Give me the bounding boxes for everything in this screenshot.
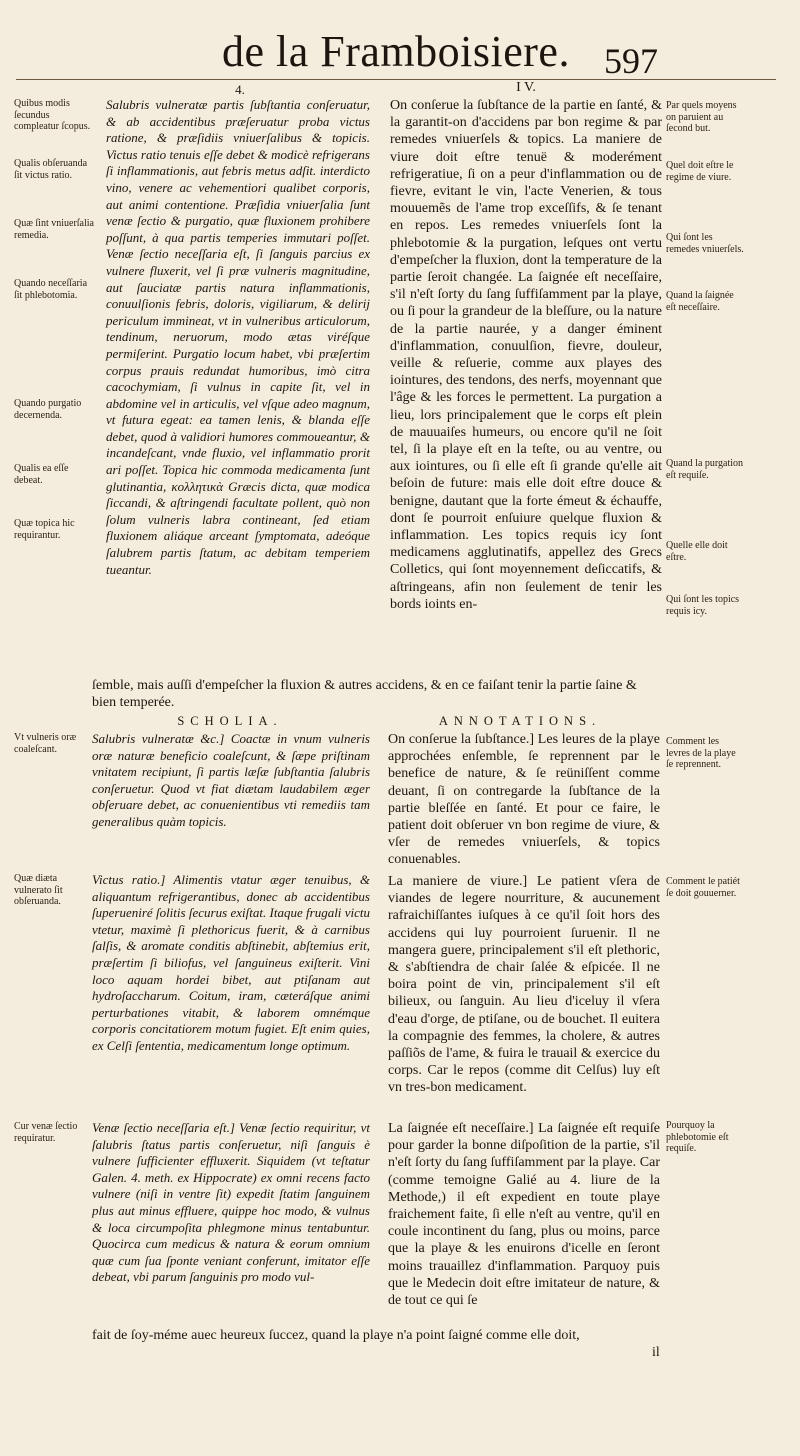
left-margin-note: Quæ ſint vniuerſalia remedia. xyxy=(14,218,94,241)
left-margin-note: Vt vulneris oræ coaleſcant. xyxy=(14,732,77,755)
annotations-column xyxy=(388,731,660,869)
right-margin-note: Comment le patiét ſe doit gouuerner. xyxy=(666,876,740,899)
annotation-paragraph: La maniere de viure.] Le patient vſera de viandes de legere nourriture, & aucunement rafraichiſſantes iuſques à ce qu'il ſoit hors des accidens qui luy pourroient ſuruenir. Il ne mangera guere, principalement s'il eſt plethoric, & s'abſtiendra de chair ſalée & eſpicée. Il ne boira point de vin, principalement s'il eſt bilieux, ou ſanguin. Au lieu d'iceluy il vſera d'eau d'orge, de ptiſane, ou de bouchet. Il euitera la compagnie des femmes, la cholere, & autres paſſiõs de l'ame, & fuira le trauail & exercice du corps. Car le repos (comme dit Celſus) luy eſt vn tres-bon medicament. xyxy=(388,874,660,1096)
scholia-column xyxy=(92,731,370,831)
full-width-continuation: ſemble, mais auſſi d'empeſcher la fluxion & autres accidens, & en ce faiſant tenir la partie ſaine & bien temperée. xyxy=(92,678,637,710)
latin-main-paragraph: Salubris vulneratæ partis ſubſtantia conſeruatur, & ab accidentibus præſeruatur proba victus ratione, & præſidiis vniuerſalibus & topicis. Victus ratio tenuis eſſe debet & modicè refrigerans ſi inflammationis, aut febris metus adſit. interdicto vino, venere ac vehementiori qualibet corporis, aut animi contentione. Præſidia vniuerſalia ſunt venæ ſectio & purgatio, quæ fluxionem prohibere poſſunt, à qua partis temperies immutari poſſet. Venæ ſectio neceſſaria eſt, ſi ſanguis parcius ex vulnere fluxerit, vel ſi præ vulneris magnitudine, aut ſauciatæ partis natura inflammationis, conuulſionis febris, doloris, vigiliarum, & delirij periculum immineat, vt in vulneribus articulorum, tendinum, neruorum, modo ætas viréſque permiſerint. Purgatio locum habet, vbi præſertim corpus prauis redundat humoribus, imò citra cacochymiam, ſi vulnus in capite ſit, vel in abdomine vel in articulis, vel vſque adeo magnum, vt futura egeat: ea tamen lenis, & blanda eſſe debet, quod à validiori humores commoueantur, & incandeſcant, vnde fluxio, vel inflammatio prorit ari poſſet. Topica hic commoda medicamenta ſunt glutinantia, κολλητικὰ Græcis dicta, quæ modica ſiccandi, & aſtringendi facultate pollent, quò non ſolum vulneris labra contineant, ſed etiam fluxionem aliáque arceant ſymptomata, adeóque ſalubrem partis ſtatum, ac debitam temperiem tueantur. xyxy=(106,97,370,577)
left-margin-note: Quando neceſſaria ſit phlebotomia. xyxy=(14,278,88,301)
running-title: de la Framboisiere. xyxy=(222,27,570,76)
catchword: il xyxy=(652,1345,660,1360)
scholia-column-victus xyxy=(92,872,370,1055)
bottom-line: fait de ſoy-méme auec heureux ſuccez, quand la playe n'a point ſaigné comme elle doit, xyxy=(92,1328,580,1343)
annotations-column-viure xyxy=(388,873,660,1097)
french-section-number: I V. xyxy=(516,80,536,95)
page-number: 597 xyxy=(604,41,658,81)
left-margin-note: Quando purgatio decernenda. xyxy=(14,398,82,421)
right-margin-note: Qui ſont les topics requis icy. xyxy=(666,594,740,617)
scholia-paragraph: Venæ ſectio neceſſaria eſt.] Venæ ſectio requiritur, vt ſalubris ſtatus partis conſeruetur, niſi ſanguis è vulnere ſufficienter effluxerit. Siquidem (vt teſtatur Galen. 4. meth. ex Hippocrate) ex omni recens facto vulnere (niſi in ventre ſit) expedit ſtatim ſanguinem plus aut minus effluere, quippe hoc modo, & vulnus & loca circumpoſita phlegmone minus tentabuntur. Quocirca cum medicus & natura & eorum omnium quæ cum ſua ſponte veniant conferunt, imitator eſſe debeat, vbi parum ſanguinis pro modo vul- xyxy=(92,1120,370,1285)
left-margin-note: Qualis ea eſſe debeat. xyxy=(14,463,69,486)
latin-section-number: 4. xyxy=(235,82,245,97)
scholia-paragraph: Victus ratio.] Alimentis vtatur æger tenuibus, & aliquantum refrigerantibus, donec ab accidentibus ſuperueniré ſolitis ſecurus exiſtat. Itaque frugali victu vtetur, maximè ſi plethoricus fuerit, & à carnibus ſalſis, & aromate conditis abſtinebit, abſtemius erit, præſertim ſi biliofus, vel ſanguineus exiſterit. Vini loco aquam hordei bibet, aut ptiſanam aut hydroſaccharum. Coitum, iram, cæteráſque animi perturbationes vitabit, & laborem omnémque corporis concitatiorem motum fugiet. Eſt enim quies, ex Celſi ſententia, medicamentum longe optimum. xyxy=(92,872,370,1053)
french-main-text xyxy=(390,97,662,613)
annotations-column-saignee xyxy=(388,1120,660,1309)
scholia-column-venae xyxy=(92,1120,370,1286)
right-margin-note: Par quels moyens on paruient au ſecond but. xyxy=(666,100,737,134)
scholia-paragraph: Salubris vulneratæ &c.] Coactæ in vnum vulneris oræ naturæ beneficio coaleſcunt, & ſæpe priſtinam vnitatem recipiunt, ſi partis læſæ ſubſtantia ſalubris conſeruetur. Quod vt fiat diætam laudabilem æger obſeruare debet, ac conuenientibus vti remediis tam generalibus quàm topicis. xyxy=(92,731,370,829)
right-margin-note: Quand la ſaignée eſt neceſſaire. xyxy=(666,290,734,313)
annotation-paragraph: On conſerue la ſubſtance.] Les leures de la playe approchées enſemble, ſe reprennent par le benefice de nature, & ſe reüniſſent comme deuant, ſi on contregarde la ſubſtance de la partie bleſſée en ſanté. Et pour ce faire, le patient doit obſeruer vn bon regime de viure, & vſer de remedes vniuerſels, & topics conuenables. xyxy=(388,732,660,868)
latin-main-text xyxy=(106,97,370,578)
right-margin-note: Pourquoy la phlebotomie eſt requiſe. xyxy=(666,1120,729,1154)
french-main-paragraph: On conſerue la ſubſtance de la partie en ſanté, & la garantit-on d'accidens par bon regime & par remedes vniuerſels & topics. La maniere de viure doit eſtre tenuë & moderément refrigeratiue, ſi on a peur d'inflammation ou de fievre, evitant le vin, l'acte Venerien, & tous mouuemẽs de l'ame trop exceſſifs, & ſe tenant en repos. Les remedes vniuerſels ſont la phlebotomie & la purgation, leſques ont vertu d'empeſcher la fluxion, dont la temperature de la partie ſeroit changée. La ſaignée eſt neceſſaire, s'il n'eſt ſorty du ſang ſuffiſamment par la playe, ou ſi pour la grandeur de la bleſſure, ou la nature de la partie naurée, y a danger éminent d'inflammation, conuulſion, fievre, douleur, veille & reſuerie, comme aux playes des iointures, des tendons, des nerfs, moyennant que l'âge & les forces le permettent. La purgation a lieu, lors principalement que le corps eſt plein de mauuaiſes humeurs, ou encore qu'il ne ſoit tel, ſi la playe eſt en la teſte, ou au ventre, ou aux iointures, ou ſi elle eſt ſi grande qu'elle ait beſoin de future: mais elle doit eſtre douce & benigne, dautant que la forte émeut & échauffe, dont ſe pourroit enſuiure quelque fluxion & inflammation. Les topics requis icy ſont medicamens agglutinatifs, appellez des Grecs Colletics, qui ſont moyennement deſiccatifs, & aſtringeans, afin non ſeulement de tenir les bords ioints en- xyxy=(390,98,662,612)
right-margin-note: Quand la purgation eſt requiſe. xyxy=(666,458,744,481)
right-margin-note: Quel doit eſtre le regime de viure. xyxy=(666,160,734,183)
left-margin-note: Qualis obſeruanda ſit victus ratio. xyxy=(14,158,88,181)
left-margin-note: Quæ topica hic requirantur. xyxy=(14,518,75,541)
scholia-heading: SCHOLIA. xyxy=(177,714,283,728)
right-margin-note: Quelle elle doit eſtre. xyxy=(666,540,728,563)
left-margin-note: Cur venæ ſectio requiratur. xyxy=(14,1121,78,1144)
header-rule xyxy=(16,79,776,80)
annotations-heading: ANNOTATIONS. xyxy=(438,714,602,728)
left-margin-note: Quibus modis ſecundus compleatur ſcopus. xyxy=(14,98,91,132)
left-margin-note: Quæ diæta vulnerato ſit obſeruanda. xyxy=(14,873,63,907)
annotation-paragraph: La ſaignée eſt neceſſaire.] La ſaignée eſt requiſe pour garder la bonne diſpoſition de la partie, s'il n'eſt ſorty du ſang ſuffiſamment par la playe. Car (comme temoigne Galié au 4. liure de la Methode,) il eſt expedient en toute playe fraichement faite, ſi elle n'eſt au ventre, qu'il en coule incontinent du ſang, plus ou moins, parce que la playe & les enuirons d'icelle en ſeront moins trauaillez d'inflammation. Parquoy puis que le Medecin doit eſtre imitateur de nature, & de tout ce qui ſe xyxy=(388,1121,660,1309)
right-margin-note: Qui ſont les remedes vniuerſels. xyxy=(666,232,744,255)
right-margin-note: Comment les levres de la playe ſe reprennent. xyxy=(666,736,736,770)
